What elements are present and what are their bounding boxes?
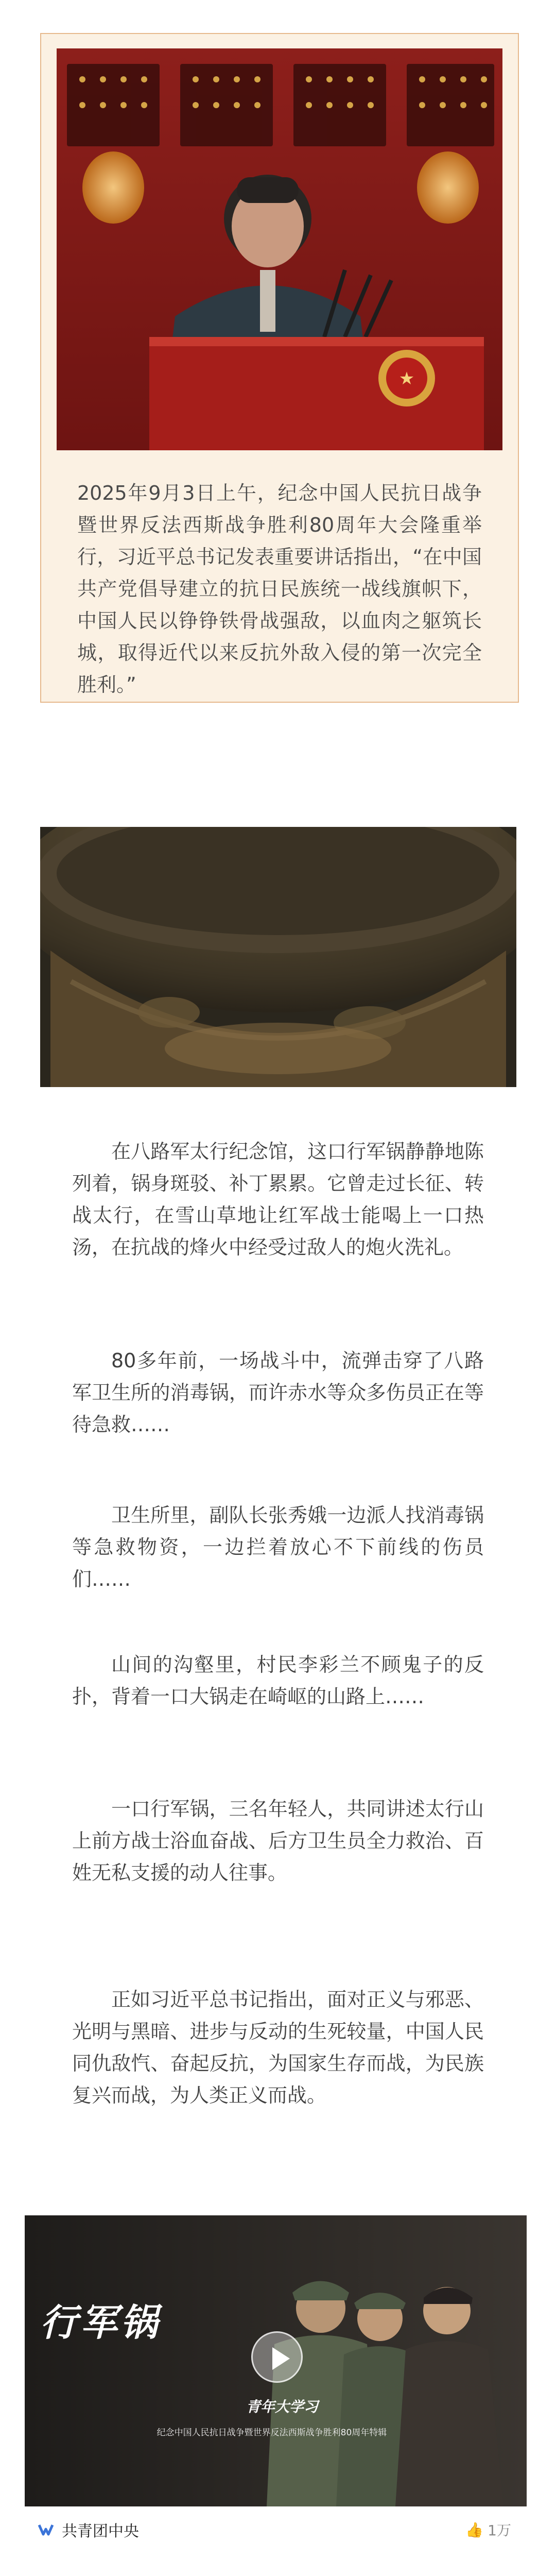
video-brand	[246, 2396, 370, 2421]
marching-pot-photo	[40, 827, 516, 1087]
paragraph-2: 80多年前，一场战斗中，流弹击穿了八路军卫生所的消毒锅，而许赤水等众多伤员正在等待急救……	[72, 1349, 484, 1436]
ceremony-photo-art	[57, 48, 502, 450]
pot-photo-art	[40, 827, 516, 1087]
video-title-art	[40, 2293, 215, 2354]
svg-text:★: ★	[398, 368, 415, 389]
quote-card	[40, 33, 519, 703]
channel-logo-icon	[37, 2521, 55, 2538]
paragraph-5: 一口行军锅，三名年轻人，共同讲述太行山上前方战士浴血奋战、后方卫生员全力救治、百姓无私支援的动人往事。	[72, 1798, 484, 1884]
video-player[interactable]	[25, 2215, 527, 2553]
video-brand-text: 青年大学习	[246, 2398, 319, 2415]
like-count: 1万	[488, 2522, 511, 2539]
video-subtitle: 纪念中国人民抗日战争暨世界反法西斯战争胜利80周年特辑	[157, 2428, 387, 2438]
paragraph-1: 在八路军太行纪念馆，这口行军锅静静地陈列着，锅身斑驳、补丁累累。它曾走过长征、转战太行，在雪山草地让红军战士能喝上一口热汤，在抗战的烽火中经受过敌人的炮火洗礼。	[72, 1140, 484, 1259]
paragraph-3: 卫生所里，副队长张秀娥一边派人找消毒锅等急救物资，一边拦着放心不下前线的伤员们……	[72, 1504, 484, 1590]
quote-caption: 2025年9月3日上午，纪念中国人民抗日战争暨世界反法西斯战争胜利80周年大会隆重举行，习近平总书记发表重要讲话指出，“在中国共产党倡导建立的抗日民族统一战线旗帜下，中国人民以铮铮铁骨战强敌，以血肉之躯筑长城，取得近代以来反抗外敌入侵的第一次完全胜利。”	[77, 482, 482, 696]
ceremony-photo	[57, 48, 502, 450]
channel-name[interactable]: 共青团中央	[62, 2522, 139, 2540]
paragraph-6: 正如习近平总书记指出，面对正义与邪恶、光明与黑暗、进步与反动的生死较量，中国人民同仇敌忾、奋起反抗，为国家生存而战，为民族复兴而战，为人类正义而战。	[72, 1988, 484, 2107]
play-icon[interactable]	[251, 2331, 303, 2383]
video-info-bar	[25, 2506, 527, 2553]
paragraph-4: 山间的沟壑里，村民李彩兰不顾鬼子的反扑，背着一口大锅走在崎岖的山路上……	[72, 1653, 484, 1708]
like-icon[interactable]: 👍	[465, 2521, 484, 2538]
video-title-text: 行军锅	[40, 2300, 161, 2344]
